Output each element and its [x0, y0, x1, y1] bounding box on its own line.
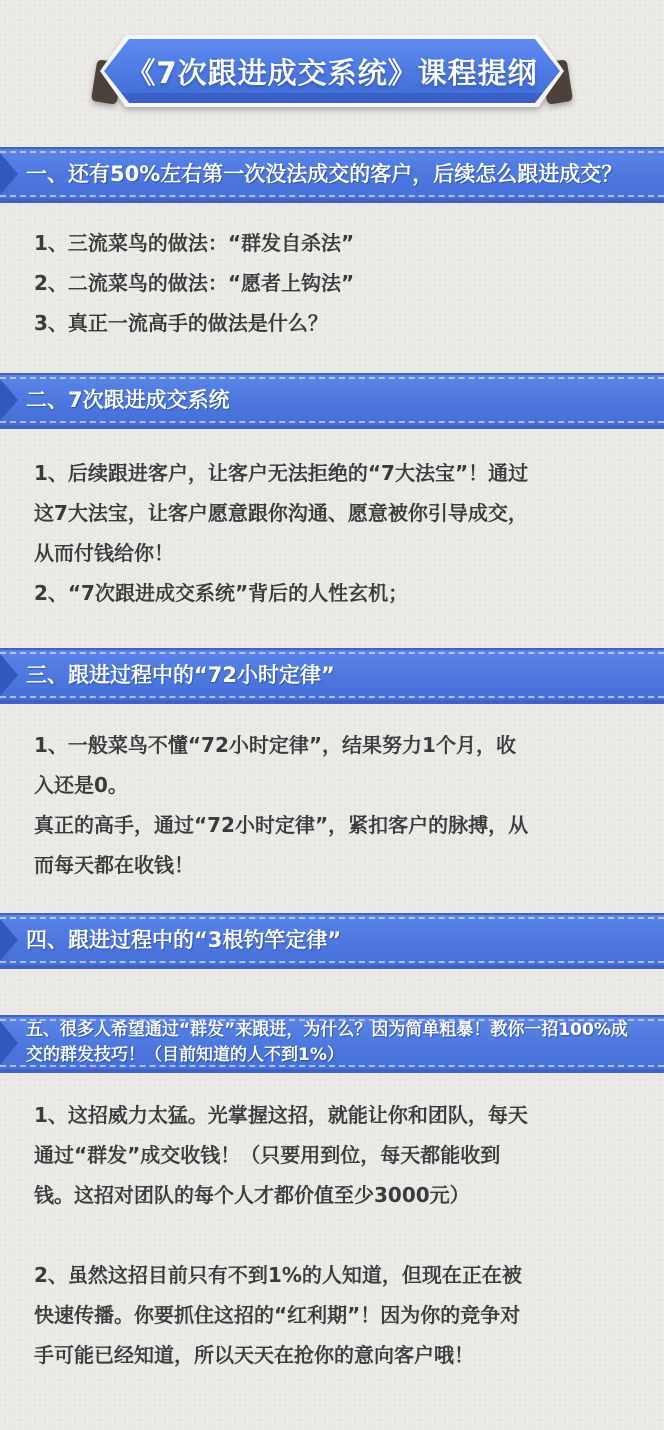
section-4-heading: 四、跟进过程中的“3根钓竿定律”: [26, 928, 342, 952]
page-title: 《7次跟进成交系统》课程提纲: [126, 55, 538, 90]
section-4-header: [0, 913, 664, 969]
title-banner: [100, 35, 564, 107]
section-3-heading: 三、跟进过程中的“72小时定律”: [26, 663, 335, 687]
chevron-right-icon: [0, 654, 18, 696]
section-2-heading: 二、7次跟进成交系统: [26, 388, 230, 412]
chevron-right-icon: [0, 1021, 18, 1065]
list-item: 1、三流菜鸟的做法：“群发自杀法”: [34, 231, 355, 255]
section-1-body: [0, 223, 530, 343]
list-item: 2、虽然这招目前只有不到1%的人知道，但现在正在被快速传播。你要抓住这招的“红利期”！因为你的竞争对手可能已经知道，所以天天在抢你的意向客户哦！: [34, 1263, 522, 1367]
section-3-body: [0, 725, 530, 885]
list-item: 2、“7次跟进成交系统”背后的人性玄机；: [34, 581, 409, 605]
section-2-body: [0, 453, 530, 613]
section-1-header: [0, 147, 664, 203]
section-1-heading: 一、还有50%左右第一次没法成交的客户，后续怎么跟进成交？: [26, 162, 623, 186]
list-item: 2、二流菜鸟的做法：“愿者上钩法”: [34, 271, 355, 295]
section-5-heading: 五、很多人希望通过“群发”来跟进，为什么？因为简单粗暴！教你一招100%成交的群发技巧！（目前知道的人不到1%）: [26, 1020, 628, 1065]
section-2-header: [0, 373, 664, 429]
list-item: 1、这招威力太猛。光掌握这招，就能让你和团队，每天通过“群发”成交收钱！（只要用到位，每天都能收到钱。这招对团队的每个人才都价值至少3000元）: [34, 1103, 528, 1207]
list-item: 真正的高手，通过“72小时定律”，紧扣客户的脉搏，从而每天都在收钱！: [34, 813, 529, 877]
section-5-body: [0, 1095, 530, 1375]
chevron-right-icon: [0, 153, 18, 195]
chevron-right-icon: [0, 379, 18, 421]
chevron-right-icon: [0, 919, 18, 961]
section-5-header: [0, 1015, 664, 1073]
section-3-header: [0, 648, 664, 704]
list-item: 1、一般菜鸟不懂“72小时定律”，结果努力1个月，收入还是0。: [34, 733, 516, 797]
list-item: 3、真正一流高手的做法是什么？: [34, 311, 328, 335]
list-item: 1、后续跟进客户，让客户无法拒绝的“7大法宝”！通过这7大法宝，让客户愿意跟你沟通、愿意被你引导成交，从而付钱给你！: [34, 461, 529, 565]
